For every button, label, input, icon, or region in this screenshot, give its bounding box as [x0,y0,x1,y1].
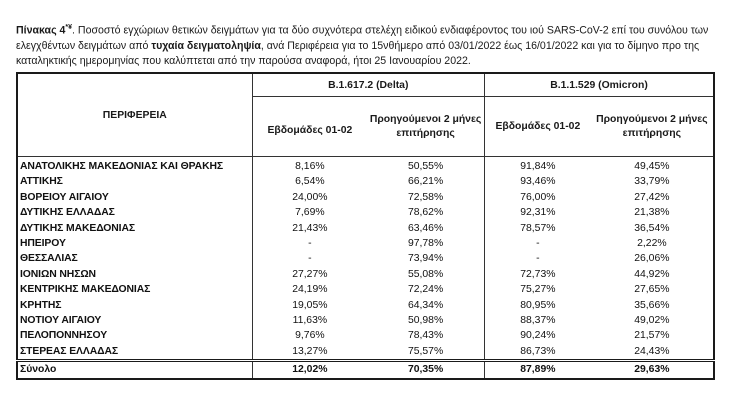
total-delta-weeks: 12,02% [252,361,367,380]
table-row [17,328,714,343]
delta-2months-value: 66,21% [367,174,484,189]
delta-2months-value: 78,62% [367,205,484,220]
omicron-2months-value: 36,54% [634,222,670,234]
table-row [17,205,714,220]
region-name: ΒΟΡΕΙΟΥ ΑΙΓΑΙΟΥ [17,190,252,205]
delta-weeks-value: 13,27% [292,345,328,357]
region-name: ΚΡΗΤΗΣ [17,298,252,313]
delta-2months-value: 73,94% [367,251,484,266]
caption-bold: τυχαία δειγματοληψία [151,39,261,52]
variants-table [16,72,715,380]
omicron-weeks-value: 86,73% [520,345,556,357]
omicron-2months-value: 49,02% [634,315,670,327]
delta-weeks-value: 24,00% [292,191,328,203]
delta-weeks-value: 9,76% [295,330,325,342]
total-row [17,361,714,380]
total-omicron-2months: 29,63% [591,361,714,380]
total-delta-2months: 70,35% [367,361,484,380]
omicron-2months-value: 26,06% [634,253,670,265]
region-name: ΙΟΝΙΩΝ ΝΗΣΩΝ [17,267,252,282]
omicron-weeks-value: 75,27% [520,284,556,296]
omicron-header: B.1.1.529 (Omicron) [484,73,714,97]
delta-weeks-value: - [308,253,312,265]
delta-2months-header: Προηγούμενοι 2 μήνες επιτήρησης [367,97,484,157]
region-name: ΑΤΤΙΚΗΣ [17,174,252,189]
delta-2months-value: 97,78% [367,236,484,251]
delta-2months-value: 50,55% [367,157,484,175]
delta-weeks-value: 21,43% [292,222,328,234]
region-name: ΔΥΤΙΚΗΣ ΕΛΛΑΔΑΣ [17,205,252,220]
delta-2months-value: 72,24% [367,282,484,297]
omicron-2months-value: 21,38% [634,207,670,219]
omicron-weeks-value: 91,84% [520,161,556,172]
delta-2months-value: 63,46% [367,221,484,236]
omicron-2months-value: 27,65% [634,284,670,296]
table-row [17,236,714,251]
table-caption [16,20,721,69]
region-name: ΣΤΕΡΕΑΣ ΕΛΛΑΔΑΣ [17,344,252,361]
delta-2months-value: 75,57% [367,344,484,361]
region-name: ΗΠΕΙΡΟΥ [17,236,252,251]
region-name: ΠΕΛΟΠΟΝΝΗΣΟΥ [17,328,252,343]
omicron-2months-value: 2,22% [637,238,667,250]
delta-header: B.1.617.2 (Delta) [252,73,484,97]
caption-text-1: . Ποσοστό εγχώριων θετικών δειγμάτων για τα δύο συχνότερα στελέχη ειδικού ενδιαφέροντος του ιού SARS-CoV-2 επί του συνόλου των ελεγχθέντων δειγμάτων από [16,24,709,52]
delta-2months-value: 55,08% [367,267,484,282]
region-name: ΔΥΤΙΚΗΣ ΜΑΚΕΔΟΝΙΑΣ [17,221,252,236]
omicron-2months-value: 27,42% [634,191,670,203]
table-row [17,344,714,361]
omicron-weeks-value: 90,24% [520,330,556,342]
region-name: ΘΕΣΣΑΛΙΑΣ [17,251,252,266]
caption-text-2: , ανά Περιφέρεια για το 15νθήμερο από 03/01/2022 έως 16/01/2022 και για το δίμηνο προ της καταληκτικής ημερομηνίας που καλύπτεται από την παρούσα αναφορά, ήτοι 25 Ιανουαρίου 2022. [16,39,700,67]
delta-weeks-value: 24,19% [292,284,328,296]
omicron-2months-value: 44,92% [634,268,670,280]
delta-weeks-value: 11,63% [292,315,328,327]
table-row [17,313,714,328]
omicron-weeks-value: - [536,253,540,265]
caption-marker: *¥ [65,24,73,31]
delta-weeks-value: 8,16% [295,161,325,172]
omicron-weeks-value: 92,31% [520,207,556,219]
table-row [17,267,714,282]
table-row [17,282,714,297]
omicron-weeks-value: 76,00% [520,191,556,203]
delta-2months-value: 50,98% [367,313,484,328]
omicron-weeks-value: 72,73% [520,268,556,280]
omicron-weeks-value: - [536,238,540,250]
table-row [17,221,714,236]
omicron-weeks-value: 88,37% [520,315,556,327]
omicron-2months-value: 24,43% [634,345,670,357]
caption-label: Πίνακας 4 [16,24,66,37]
table-row [17,251,714,266]
omicron-weeks-value: 78,57% [520,222,556,234]
delta-weeks-value: 27,27% [292,268,328,280]
omicron-weeks-value: 80,95% [520,299,556,311]
table-row [17,174,714,189]
omicron-2months-header: Προηγούμενοι 2 μήνες επιτήρησης [591,97,714,157]
region-name: ΝΟΤΙΟΥ ΑΙΓΑΙΟΥ [17,313,252,328]
total-label: Σύνολο [17,361,252,380]
omicron-2months-value: 49,45% [634,161,670,172]
delta-2months-value: 64,34% [367,298,484,313]
omicron-2months-value: 33,79% [634,176,670,188]
delta-weeks-header: Εβδομάδες 01-02 [252,97,367,157]
region-name: ΚΕΝΤΡΙΚΗΣ ΜΑΚΕΔΟΝΙΑΣ [17,282,252,297]
delta-weeks-value: - [308,238,312,250]
delta-2months-value: 78,43% [367,328,484,343]
omicron-weeks-value: 93,46% [520,176,556,188]
delta-2months-value: 72,58% [367,190,484,205]
table-row [17,157,714,175]
delta-weeks-value: 6,54% [295,176,325,188]
omicron-2months-value: 35,66% [634,299,670,311]
table-row [17,190,714,205]
omicron-weeks-header: Εβδομάδες 01-02 [484,97,590,157]
region-name: ΑΝΑΤΟΛΙΚΗΣ ΜΑΚΕΔΟΝΙΑΣ ΚΑΙ ΘΡΑΚΗΣ [17,157,252,175]
table-row [17,298,714,313]
region-header: ΠΕΡΙΦΕΡΕΙΑ [17,73,252,157]
omicron-2months-value: 21,57% [634,330,670,342]
total-omicron-weeks: 87,89% [484,361,590,380]
delta-weeks-value: 19,05% [292,299,328,311]
delta-weeks-value: 7,69% [295,207,325,219]
